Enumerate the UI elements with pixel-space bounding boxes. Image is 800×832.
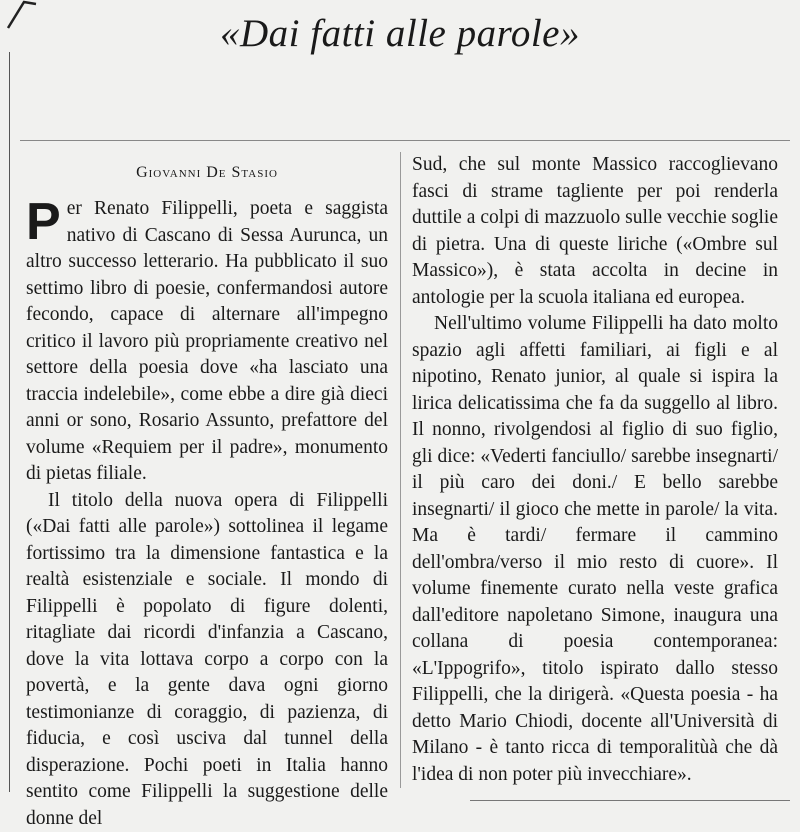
headline-container bbox=[22, 66, 792, 132]
left-margin-rule bbox=[9, 52, 10, 792]
bottom-rule bbox=[470, 800, 790, 801]
left-column bbox=[26, 152, 388, 832]
article-headline bbox=[44, 130, 645, 132]
byline: Giovanni De Stasio bbox=[26, 160, 388, 182]
paragraph-3: Sud, che sul monte Massico raccoglievano fasci di strame tagliente per poi renderla duttile a colpi di mazzuolo sulle vecchie soglie di pietra. Una di queste liriche («Ombre sul Massico»), è stata accolta in decine in antologie per la scuola italiana ed europea. bbox=[412, 152, 778, 311]
paragraph-1-text: er Renato Filippelli, poeta e saggista nativo di Cascano di Sessa Aurunca, un altro successo letterario. Ha pubblicato il suo settimo libro di poesie, confermandosi autore fecondo, capace di alternare all'impegno critico il lavoro più propriamente creativo nel settore della poesia dove «ha lasciato una traccia indelebile», come ebbe a dire già dieci anni or sono, Rosario Assunto, prefattore del volume «Requiem per il padre», monumento di pietas filiale. bbox=[26, 198, 388, 484]
paragraph-2: Il titolo della nuova opera di Filippelli («Dai fatti alle parole») sottolinea il legame fortissimo tra la dimensione fantastica e la realtà esistenziale e sociale. Il mondo di Filippelli è popolato di figure dolenti, ritagliate dai ricordi d'infanzia a Cascano, dove la vita lottava corpo a corpo con la povertà, e la gente dava ogni giorno testimonianze di coraggio, di pazienza, di fiducia, e così usciva dal tunnel della disperazione. Pochi poeti in Italia hanno sentito come Filippelli la suggestione delle donne del bbox=[26, 488, 388, 832]
right-column bbox=[412, 152, 778, 788]
column-divider bbox=[400, 152, 401, 788]
article-kicker: «Dai fatti alle parole» bbox=[160, 12, 640, 56]
drop-cap: P bbox=[26, 200, 61, 244]
headline-rule bbox=[20, 140, 790, 141]
paragraph-1 bbox=[26, 196, 388, 488]
pen-mark-icon bbox=[6, 0, 58, 30]
paragraph-4: Nell'ultimo volume Filippelli ha dato molto spazio agli affetti familiari, ai figli e al nipotino, Renato junior, al quale si ispira la lirica delicatissima che fa da suggello al libro. Il nonno, rivolgendosi al figlio di suo figlio, gli dice: «Vederti fanciullo/ sarebbe insegnarti/ il più caro dei doni./ E bello sarebbe insegnarti/ il gioco che mette in parole/ la vita. Ma è tardi/ fermare il cammino dell'ombra/verso il mio resto di cuore». Il volume finemente curato nella veste grafica dall'editore napoletano Simone, inaugura una collana di poesia contemporanea: «L'Ippogrifo», titolo ispirato dallo stesso Filippelli, che la dirigerà. «Questa poesia - ha detto Mario Chiodi, docente all'Università di Milano - è tanto ricca di temporalitùà che dà l'idea di non poter più invecchiare». bbox=[412, 311, 778, 788]
